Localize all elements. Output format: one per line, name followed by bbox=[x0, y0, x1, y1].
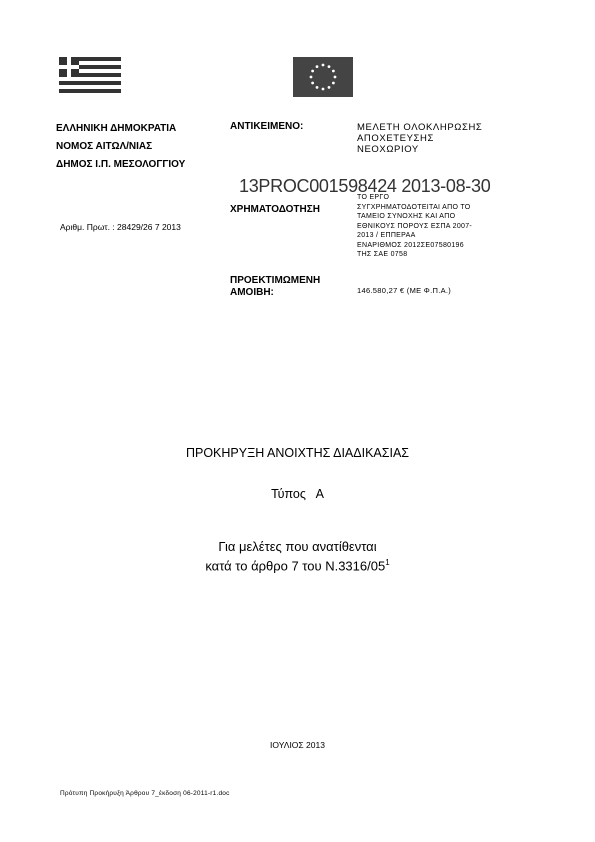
eu-star-icon bbox=[328, 86, 331, 89]
subtitle-line: Για μελέτες που ανατίθενται bbox=[218, 539, 377, 554]
fee-value: 146.580,27 € (ΜΕ Φ.Π.Α.) bbox=[357, 286, 452, 295]
eu-star-icon bbox=[322, 64, 325, 67]
eu-star-icon bbox=[322, 88, 325, 91]
eu-flag-icon bbox=[293, 57, 353, 97]
eu-star-icon bbox=[332, 82, 335, 85]
notice-type: Τύπος Α bbox=[271, 487, 324, 501]
eu-star-icon bbox=[311, 70, 314, 73]
subject-value bbox=[357, 122, 482, 155]
eu-star-icon bbox=[328, 65, 331, 68]
funding-line: ΤΗΣ ΣΑΕ 0758 bbox=[357, 251, 408, 258]
eu-star-icon bbox=[334, 76, 337, 79]
authority-line: ΕΛΛΗΝΙΚΗ ΔΗΜΟΚΡΑΤΙΑ bbox=[56, 123, 177, 134]
funding-line: ΕΘΝΙΚΟΥΣ ΠΟΡΟΥΣ ΕΣΠΑ 2007- bbox=[357, 222, 473, 230]
authority-line: ΔΗΜΟΣ Ι.Π. ΜΕΣΟΛΟΓΓΙΟΥ bbox=[56, 159, 186, 170]
authority-block bbox=[56, 120, 185, 174]
funding-line: 2013 / ΕΠΠΕΡΑΑ bbox=[357, 232, 416, 239]
document-date: ΙΟΥΛΙΟΣ 2013 bbox=[270, 740, 325, 750]
eu-star-icon bbox=[311, 82, 314, 85]
footer-filename: Πρότυπη Προκήρυξη Άρθρου 7_έκδοση 06-2011-r1.doc bbox=[60, 790, 230, 797]
funding-value bbox=[357, 193, 472, 260]
subtitle-line-2 bbox=[0, 558, 595, 573]
subject-label: ΑΝΤΙΚΕΙΜΕΝΟ: bbox=[230, 121, 304, 132]
subtitle-text: κατά το άρθρο 7 του Ν.3316/05 bbox=[205, 558, 386, 574]
funding-label: ΧΡΗΜΑΤΟΔΟΤΗΣΗ bbox=[230, 204, 320, 215]
funding-line: ΣΥΓΧΡΗΜΑΤΟΔΟΤΕΙΤΑΙ ΑΠΟ ΤΟ bbox=[357, 203, 471, 211]
fee-label-line: ΑΜΟΙΒΗ: bbox=[230, 287, 274, 298]
funding-line: ΤΑΜΕΙΟ ΣΥΝΟΧΗΣ ΚΑΙ ΑΠΟ bbox=[357, 213, 456, 220]
authority-line: ΝΟΜΟΣ ΑΙΤΩΛ/ΝΙΑΣ bbox=[56, 141, 153, 152]
funding-line: ΕΝΑΡΙΘΜΟΣ 2012ΣΕ07580196 bbox=[357, 241, 464, 249]
eu-star-icon bbox=[316, 86, 319, 89]
page-title: ΠΡΟΚΗΡΥΞΗ ΑΝΟΙΧΤΗΣ ΔΙΑΔΙΚΑΣΙΑΣ bbox=[185, 446, 410, 460]
greek-flag-icon bbox=[59, 57, 121, 93]
fee-label-line: ΠΡΟΕΚΤΙΜΩΜΕΝΗ bbox=[230, 275, 321, 286]
protocol-number: Αριθμ. Πρωτ. : 28429/26 7 2013 bbox=[60, 222, 181, 232]
subject-line: ΑΠΟΧΕΤΕΥΣΗΣ bbox=[357, 133, 434, 144]
eu-star-icon bbox=[310, 76, 313, 79]
subject-line: ΜΕΛΕΤΗ ΟΛΟΚΛΗΡΩΣΗΣ bbox=[357, 122, 483, 133]
subject-line: ΝΕΟΧΩΡΙΟΥ bbox=[357, 144, 419, 155]
funding-line: ΤΟ ΕΡΓΟ bbox=[357, 194, 390, 201]
eu-star-icon bbox=[316, 65, 319, 68]
fee-label bbox=[230, 275, 320, 299]
registration-stamp: 13PROC001598424 2013-08-30 bbox=[239, 176, 491, 196]
eu-star-icon bbox=[332, 70, 335, 73]
footnote-mark: 1 bbox=[385, 558, 390, 567]
